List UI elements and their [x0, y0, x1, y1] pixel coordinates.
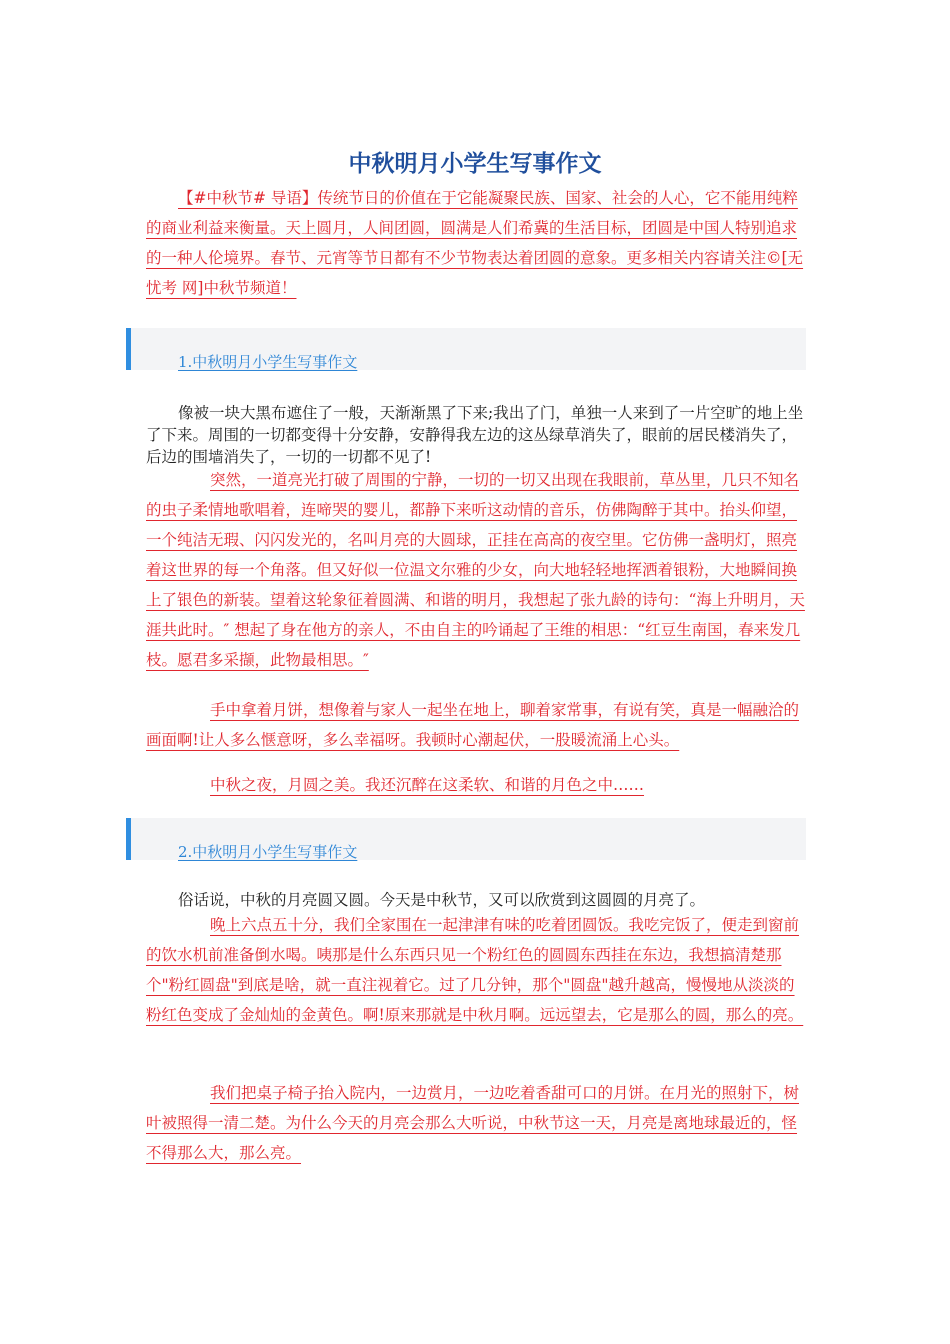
section-1-paragraph-2: 突然，一道亮光打破了周围的宁静，一切的一切又出现在我眼前，草丛里，几只不知名的虫子柔情地歌唱着，连啼哭的婴儿，都静下来听这动情的音乐，仿佛陶醉于其中。抬头仰望，一个纯洁无瑕、闪闪发光的，名叫月亮的大圆球，正挂在高高的夜空里。它仿佛一盏明灯，照亮着这世界的每一个角落。但又好似一位温文尔雅的少女，向大地轻轻地挥洒着银粉，大地瞬间换上了银色的新装。望着这轮象征着圆满、和谐的明月，我想起了张九龄的诗句：“海上升明月，天涯共此时。″ 想起了身在他方的亲人，不由自主的吟诵起了王维的相思：“红豆生南国，春来发几枝。愿君多采撷，此物最相思。″: [146, 471, 805, 669]
intro-paragraph: [146, 183, 806, 303]
section-heading-1[interactable]: 1.中秋明月小学生写事作文: [178, 353, 358, 371]
section-accent-stripe: [126, 328, 131, 370]
section-2-paragraph-1: 俗话说，中秋的月亮圆又圆。今天是中秋节，又可以欣赏到这圆圆的月亮了。: [178, 891, 706, 909]
section-2-paragraph-2: 晚上六点五十分，我们全家围在一起津津有味的吃着团圆饭。我吃完饭了，便走到窗前的饮水机前准备倒水喝。咦那是什么东西只见一个粉红色的圆圆东西挂在东边，我想搞清楚那个"粉红圆盘"到底是啥，就一直注视着它。过了几分钟，那个"圆盘"越升越高，慢慢地从淡淡的粉红色变成了金灿灿的金黄色。啊!原来那就是中秋月啊。远远望去，它是那么的圆，那么的亮。: [146, 916, 804, 1024]
section-1-paragraph-3: 手中拿着月饼，想像着与家人一起坐在地上，聊着家常事，有说有笑，真是一幅融洽的画面啊!让人多么惬意呀，多么幸福呀。我顿时心潮起伏，一股暖流涌上心头。: [146, 701, 800, 749]
section-heading-2[interactable]: 2.中秋明月小学生写事作文: [178, 843, 358, 861]
intro-text: 【#中秋节# 导语】传统节日的价值在于它能凝聚民族、国家、社会的人心，它不能用纯粹的商业利益来衡量。天上圆月，人间团圆，圆满是人们希冀的生活目标，团圆是中国人特别追求的一种人伦境界。春节、元宵等节日都有不少节物表达着团圆的意象。更多相关内容请关注©[无忧考 网]中秋节频道！: [146, 189, 804, 297]
section-1-paragraph-1: 像被一块大黑布遮住了一般，天渐渐黑了下来;我出了门，单独一人来到了一片空旷的地上坐了下来。周围的一切都变得十分安静，安静得我左边的这丛绿草消失了，眼前的居民楼消失了，后边的围墙消失了，一切的一切都不见了!: [146, 404, 804, 466]
section-accent-stripe: [126, 818, 131, 860]
page-title: 中秋明月小学生写事作文: [348, 151, 602, 178]
section-2-paragraph-3: 我们把桌子椅子抬入院内，一边赏月，一边吃着香甜可口的月饼。在月光的照射下，树叶被照得一清二楚。为什么今天的月亮会那么大听说，中秋节这一天，月亮是离地球最近的，怪不得那么大，那么亮。: [146, 1084, 800, 1162]
section-1-paragraph-4: 中秋之夜，月圆之美。我还沉醉在这柔软、和谐的月色之中……: [210, 776, 645, 794]
